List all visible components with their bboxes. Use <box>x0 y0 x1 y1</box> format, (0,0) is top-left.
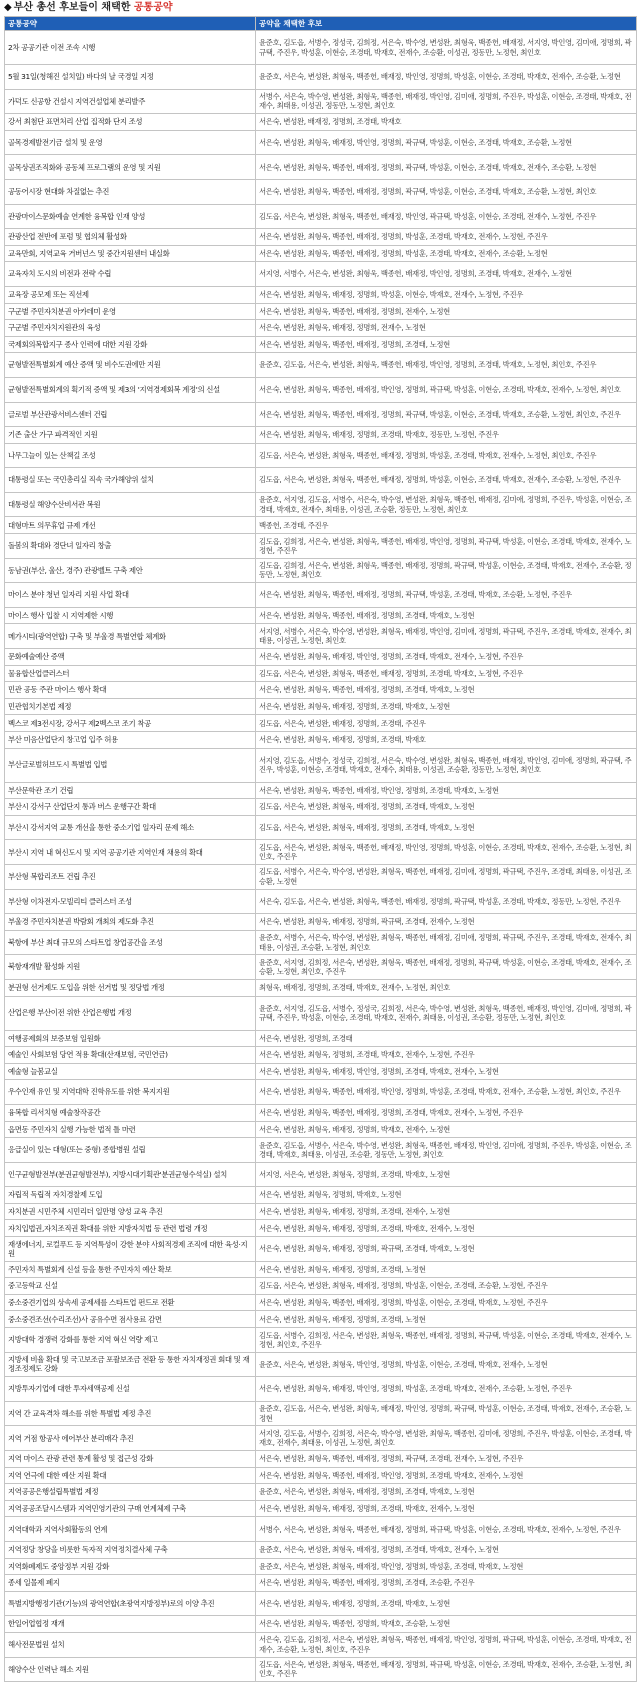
candidates-cell: 서은숙, 변성완, 최형욱, 배재정, 박인영, 정명희, 곽규택, 박성훈, 이현승, 조경태, 박재호, 조승환, 노정현 <box>256 130 637 155</box>
candidates-cell: 김도읍, 서은숙, 변성완, 최형욱, 배재정, 정명희, 조경태, 박재호, 노정현 <box>256 815 637 840</box>
candidates-cell: 서은숙, 변성완, 최형욱, 백종헌, 배재정, 정명희, 곽규택, 박성훈, 조경태, 박재호, 조승환, 노정현, 주진우 <box>256 583 637 608</box>
candidates-cell: 서은숙, 변성완, 최형욱, 백종헌, 배재정, 정명희, 조경태, 박재호, 노정현 <box>256 682 637 699</box>
candidates-cell: 윤준호, 서병수, 서은숙, 박수영, 변성완, 최형욱, 백종헌, 배재정, 김미애, 정명희, 곽규택, 주진우, 조경태, 박재호, 전재수, 최태용, 이성권, 조승환, 노정현, 최인호 <box>256 930 637 955</box>
circle-bullet-icon: ◆ <box>4 2 12 13</box>
table-row <box>5 443 637 468</box>
pledge-cell: 해양수산 인력난 해소 지원 <box>5 1657 256 1682</box>
pledge-cell: 민관협치기본법 제정 <box>5 698 256 715</box>
table-row <box>5 320 637 337</box>
title-prefix: 부산 총선 후보들이 채택한 <box>13 2 134 13</box>
pledge-cell: 예술형 늘봄교실 <box>5 1063 256 1080</box>
pledge-cell: 지역 연극에 대한 예산 지원 확대 <box>5 1467 256 1484</box>
table-row <box>5 665 637 682</box>
table-row <box>5 517 637 534</box>
table-row <box>5 1030 637 1047</box>
candidates-cell: 윤준호, 김도읍, 서병수, 서은숙, 박수영, 변성완, 최형욱, 백종헌, 배재정, 박인영, 김미애, 정명희, 주진우, 박성훈, 이현승, 조경태, 박재호, 최태용, 이성권, 조승환, 정동만, 노정현, 최인호 <box>256 1138 637 1163</box>
table-row <box>5 698 637 715</box>
pledge-cell: 예술인 사회보험 당연 적용 확대(산재보험, 국민연금) <box>5 1047 256 1064</box>
candidates-cell: 윤준호, 서은숙, 변성완, 최형욱, 배재정, 정명희, 조경태, 박재호, 노정현 <box>256 1484 637 1501</box>
candidates-cell: 서은숙, 변성완, 최형욱, 배재정, 정명희, 박재호, 전재수, 노정현 <box>256 1121 637 1138</box>
table-row <box>5 1080 637 1105</box>
candidates-cell: 서은숙, 변성완, 최형욱, 백종헌, 배재정, 정명희, 조경태, 노정현 <box>256 336 637 353</box>
candidates-cell: 김도읍, 김희정, 서은숙, 변성완, 최형욱, 백종헌, 배재정, 정명희, 곽규택, 박성훈, 이현승, 조경태, 박재호, 전재수, 조승환, 정동만, 노정현, 최인호 <box>256 558 637 583</box>
candidates-cell: 서은숙, 변성완, 최형욱, 백종헌, 배재정, 정명희, 조경태, 조승환, 주진우 <box>256 1575 637 1592</box>
candidates-cell: 서은숙, 변성완, 최형욱, 백종헌, 배재정, 박인영, 정명희, 박성훈, 조경태, 박재호, 전재수, 조승환, 노정현, 최인호, 주진우 <box>256 1080 637 1105</box>
candidates-cell: 윤준호, 김도읍, 서은숙, 변성완, 최형욱, 백종헌, 배재정, 박인영, 정명희, 조경태, 박재호, 노정현, 최인호, 주진우 <box>256 353 637 378</box>
candidates-cell: 서은숙, 변성완, 최형욱, 백종헌, 배재정, 박인영, 정명희, 조경태, 박재호, 전재수, 노정현 <box>256 1467 637 1484</box>
table-row <box>5 402 637 427</box>
candidates-cell: 서은숙, 변성완, 최형욱, 배재정, 정명희, 조경태, 노정현 <box>256 1311 637 1328</box>
table-row <box>5 262 637 287</box>
candidates-cell: 윤준호, 서지영, 김도읍, 서병수, 서은숙, 박수영, 변성완, 최형욱, 백종헌, 배재정, 김미애, 정명희, 주진우, 박성훈, 이현승, 조경태, 박재호, 전재수, 최태용, 이성권, 조승환, 정동만, 노정현, 최인호 <box>256 492 637 517</box>
pledge-cell: 주민자치 특별회계 신설 등을 통한 주민자치 예산 확보 <box>5 1261 256 1278</box>
pledge-cell: 중고등학교 신설 <box>5 1278 256 1295</box>
pledge-cell: 민관 공동 주관 마이스 행사 확대 <box>5 682 256 699</box>
pledge-cell: 지역 마이스 관광 관련 통계 활성 및 접근성 강화 <box>5 1451 256 1468</box>
table-row <box>5 1294 637 1311</box>
table-row <box>5 1467 637 1484</box>
candidates-cell: 서은숙, 변성완, 최형욱, 배재정, 정명희, 조경태, 전재수, 노정현 <box>256 1203 637 1220</box>
candidates-cell: 서은숙, 변성완, 최형욱, 백종헌, 배재정, 정명희, 곽규택, 조경태, 전재수, 노정현, 주진우 <box>256 1451 637 1468</box>
table-row <box>5 682 637 699</box>
pledge-cell: 부산글로벌허브도시 특별법 입법 <box>5 748 256 782</box>
table-row <box>5 583 637 608</box>
pledge-cell: 글로벌 부산관광서비스센터 건립 <box>5 402 256 427</box>
candidates-cell: 김도읍, 서은숙, 변성완, 최형욱, 백종헌, 배재정, 정명희, 박성훈, 조경태, 박재호, 전재수, 노정현, 최인호, 주진우 <box>256 443 637 468</box>
table-row <box>5 1484 637 1501</box>
pledge-cell: 골목경제발전기금 설치 및 운영 <box>5 130 256 155</box>
pledge-cell: 지방대학 경쟁력 강화를 통한 지역 혁신 역량 제고 <box>5 1328 256 1353</box>
table-row <box>5 427 637 444</box>
pledge-cell: 지역대학과 지역사회활동의 연계 <box>5 1517 256 1542</box>
candidates-cell: 서은숙, 변성완, 최형욱, 백종헌, 정명희, 박재호, 조승환, 노정현 <box>256 1616 637 1633</box>
table-row <box>5 1311 637 1328</box>
pledge-cell: 지역공공조달시스템과 지역민영기관의 구매 연계체제 구축 <box>5 1500 256 1517</box>
pledge-cell: 공동어시장 현대화 차질없는 추진 <box>5 179 256 204</box>
candidates-cell: 서은숙, 변성완, 최형욱, 배재정, 정명희, 조경태, 박재호, 노정현 <box>256 698 637 715</box>
pledge-cell: 문화예술예산 증액 <box>5 649 256 666</box>
table-row <box>5 1377 637 1402</box>
pledge-cell: 자치분권 시민주체 시민리더 일만명 양성 교육 추진 <box>5 1203 256 1220</box>
table-row <box>5 1162 637 1187</box>
table-row <box>5 782 637 799</box>
pledge-cell: 대통령실 해양수산비서관 복원 <box>5 492 256 517</box>
table-row <box>5 179 637 204</box>
pledge-cell: 부산형 복합리조트 건립 추진 <box>5 864 256 889</box>
title-highlight: 공통공약 <box>133 2 173 13</box>
table-row <box>5 229 637 246</box>
pledge-cell: 교육장 공모제 또는 직선제 <box>5 286 256 303</box>
candidates-cell: 김도읍, 서병수, 서은숙, 박수영, 변성완, 최형욱, 백종헌, 배재정, 김미애, 정명희, 곽규택, 주진우, 조경태, 최태용, 이성권, 조승환, 노정현 <box>256 864 637 889</box>
table-row <box>5 492 637 517</box>
candidates-cell: 백종헌, 조경태, 주진우 <box>256 517 637 534</box>
pledge-cell: 북항재개발 활성화 지원 <box>5 955 256 980</box>
table-row <box>5 930 637 955</box>
table-row <box>5 1237 637 1262</box>
candidates-cell: 서은숙, 김도읍, 김희정, 서은숙, 변성완, 최형욱, 백종헌, 배재정, 박인영, 정명희, 곽규택, 박성훈, 이현승, 조경태, 박재호, 전재수, 조승환, 노정현, 최인호, 주진우 <box>256 1632 637 1657</box>
candidates-cell: 서은숙, 변성완, 정명희, 조경태 <box>256 1030 637 1047</box>
candidates-cell: 윤준호, 서지영, 김도읍, 서병수, 정성국, 김희정, 서은숙, 박수영, 변성완, 최형욱, 백종헌, 배재정, 박인영, 김미애, 정명희, 곽규택, 주진우, 박성훈, 이현승, 조경태, 박재호, 전재수, 최태용, 이성권, 조승환, 정동만, 노정현, 최인호 <box>256 996 637 1030</box>
table-row <box>5 607 637 624</box>
candidates-cell: 윤준호, 서은숙, 변성완, 최형욱, 배재정, 박인영, 정명희, 박성훈, 조경태, 박재호, 노정현 <box>256 1558 637 1575</box>
pledge-cell: 지역화폐제도 중앙정부 지원 강화 <box>5 1558 256 1575</box>
candidates-cell: 서지영, 김도읍, 서병수, 정성국, 김희정, 서은숙, 박수영, 변성완, 최형욱, 백종헌, 배재정, 박인영, 김미애, 정명희, 곽규택, 주진우, 박성훈, 이현승, 조경태, 박재호, 전재수, 최태용, 이성권, 조승환, 정동만, 노정현, 최인호 <box>256 748 637 782</box>
candidates-cell: 김도읍, 서은숙, 변성완, 배재정, 정명희, 조경태, 주진우 <box>256 715 637 732</box>
candidates-cell: 김도읍, 서은숙, 변성완, 최형욱, 배재정, 정명희, 박성훈, 이현승, 조경태, 조승환, 노정현, 주진우 <box>256 1278 637 1295</box>
pledge-cell: 관광산업 전반에 포럼 및 협의체 활성화 <box>5 229 256 246</box>
table-row <box>5 715 637 732</box>
table-row <box>5 1657 637 1682</box>
candidates-cell: 서은숙, 변성완, 최형욱, 백종헌, 배재정, 정명희, 곽규택, 박성훈, 이현승, 조경태, 박재호, 전재수, 조승환, 노정현 <box>256 155 637 180</box>
candidates-cell: 서은숙, 변성완, 최형욱, 정명희, 박재호, 노정현 <box>256 1187 637 1204</box>
table-row <box>5 649 637 666</box>
candidates-cell: 김도읍, 서은숙, 변성완, 최형욱, 백종헌, 배재정, 정명희, 박성훈, 이현승, 조경태, 박재호, 전재수, 조승환, 노정현, 주진우 <box>256 468 637 493</box>
pledge-cell: 물융합산업클러스터 <box>5 665 256 682</box>
candidates-cell: 서은숙, 변성완, 최형욱, 백종헌, 배재정, 정명희, 박성훈, 조경태, 박재호, 전재수, 노정현, 주진우 <box>256 229 637 246</box>
pledge-cell: 우수인재 유인 및 지역대학 진학유도를 위한 복지지원 <box>5 1080 256 1105</box>
pledge-cell: 중소중견기업의 상속세 공제세를 스타트업 펀드로 전환 <box>5 1294 256 1311</box>
candidates-cell: 윤준호, 서지영, 김희정, 서은숙, 변성완, 최형욱, 백종헌, 배재정, 정명희, 곽규택, 박성훈, 이현승, 조경태, 박재호, 전재수, 조승환, 노정현, 최인호, 주진우 <box>256 955 637 980</box>
candidates-cell: 윤준호, 김도읍, 서은숙, 변성완, 최형욱, 배재정, 박인영, 정명희, 곽규택, 박성훈, 이현승, 조경태, 박재호, 전재수, 조승환, 노정현 <box>256 1401 637 1426</box>
pledge-cell: 융복합 리서치형 예술창작공간 <box>5 1104 256 1121</box>
candidates-cell: 김도읍, 서병수, 김희정, 서은숙, 변성완, 최형욱, 백종헌, 배재정, 정명희, 곽규택, 박성훈, 이현승, 조경태, 박재호, 전재수, 노정현, 최인호, 주진우 <box>256 1328 637 1353</box>
table-row <box>5 1575 637 1592</box>
pledge-cell: 지방투자기업에 대한 투자세액공제 신설 <box>5 1377 256 1402</box>
page-title <box>0 0 640 16</box>
table-row <box>5 65 637 90</box>
table-row <box>5 336 637 353</box>
pledge-cell: 한일어업협정 재개 <box>5 1616 256 1633</box>
pledge-cell: 돌봄의 확대와 경단녀 일자리 창출 <box>5 534 256 559</box>
table-row <box>5 468 637 493</box>
table-body <box>5 31 637 1682</box>
table-row <box>5 732 637 749</box>
pledge-cell: 부산시 강서지역 교통 개선을 통한 중소기업 일자리 문제 해소 <box>5 815 256 840</box>
pledge-cell: 교육자치 도시의 비전과 전략 수립 <box>5 262 256 287</box>
pledge-cell: 부산시 강서구 산업단지 통과 버스 운행구간 확대 <box>5 799 256 816</box>
table-row <box>5 1517 637 1542</box>
table-row <box>5 1500 637 1517</box>
table-row <box>5 1541 637 1558</box>
pledge-table <box>4 16 637 1682</box>
pledge-cell: 지역 간 교육격차 해소를 위한 특별법 제정 추진 <box>5 1401 256 1426</box>
table-row <box>5 1063 637 1080</box>
candidates-cell: 서지영, 김도읍, 서병수, 김희정, 서은숙, 박수영, 변성완, 최형욱, 백종헌, 김미애, 정명희, 주진우, 박성훈, 이현승, 조경태, 박재호, 전재수, 최태용, 이성권, 노정현, 최인호 <box>256 1426 637 1451</box>
table-row <box>5 1352 637 1377</box>
table-row <box>5 534 637 559</box>
pledge-cell: 특별지방행정기관(기능)의 광역연합(초광역지방정부)로의 이양 추진 <box>5 1591 256 1616</box>
table-row <box>5 245 637 262</box>
table-row <box>5 89 637 114</box>
table-row <box>5 155 637 180</box>
table-row <box>5 1203 637 1220</box>
table-row <box>5 286 637 303</box>
pledge-cell: 응급실이 있는 대형(또는 중형) 종합병원 설립 <box>5 1138 256 1163</box>
table-row <box>5 1278 637 1295</box>
pledge-cell: 지역 거점 항공사 에어부산 분리매각 추진 <box>5 1426 256 1451</box>
pledge-cell: 지역공공은행설립특별법 제정 <box>5 1484 256 1501</box>
pledge-cell: 여행공제회의 보증보험 일원화 <box>5 1030 256 1047</box>
pledge-cell: 동남권(부산, 울산, 경주) 관광벨트 구축 제안 <box>5 558 256 583</box>
candidates-cell: 서은숙, 변성완, 최형욱, 배재정, 정명희, 조경태, 노정현 <box>256 1261 637 1278</box>
pledge-cell: 강서 최첨단 표면처리 산업 집적화 단지 조성 <box>5 114 256 131</box>
table-row <box>5 799 637 816</box>
table-row <box>5 130 637 155</box>
pledge-cell: 북항에 부산 최대 규모의 스타트업 창업공간을 조성 <box>5 930 256 955</box>
table-row <box>5 114 637 131</box>
pledge-cell: 5월 31일(청해진 설치일) 바다의 날 국경일 지정 <box>5 65 256 90</box>
candidates-cell: 서은숙, 변성완, 최형욱, 배재정, 정명희, 조경태, 박재호, 노정현 <box>256 1591 637 1616</box>
candidates-cell: 서은숙, 변성완, 최형욱, 백종헌, 배재정, 정명희, 박성훈, 이현승, 조경태, 박재호, 노정현, 주진우 <box>256 1294 637 1311</box>
table-row <box>5 303 637 320</box>
pledge-cell: 구군별 주민자치지원관의 육성 <box>5 320 256 337</box>
table-row <box>5 204 637 229</box>
pledge-cell: 국제회의복합지구 종사 인력에 대한 지원 강화 <box>5 336 256 353</box>
candidates-cell: 서은숙, 변성완, 최형욱, 배재정, 정명희, 조경태, 박재호, 전재수, 노정현 <box>256 1220 637 1237</box>
table-row <box>5 353 637 378</box>
pledge-cell: 자치입법권,자치조직권 확대를 위한 지방자치법 등 관련 법령 개정 <box>5 1220 256 1237</box>
pledge-cell: 관광마이스문화예술 연계한 융복합 인재 양성 <box>5 204 256 229</box>
candidates-cell: 서은숙, 변성완, 최형욱, 백종헌, 배재정, 정명희, 전재수, 노정현 <box>256 303 637 320</box>
candidates-cell: 김도읍, 서은숙, 변성완, 최형욱, 백종헌, 배재정, 박인영, 곽규택, 박성훈, 이현승, 조경태, 전재수, 노정현, 주진우 <box>256 204 637 229</box>
pledge-cell: 골목상권조직화와 공동체 프로그램의 운영 및 지원 <box>5 155 256 180</box>
candidates-cell: 서은숙, 김도읍, 서은숙, 변성완, 최형욱, 백종헌, 배재정, 정명희, 곽규택, 박성훈, 조경태, 박재호, 정동만, 노정현, 주진우 <box>256 889 637 914</box>
table-row <box>5 1426 637 1451</box>
candidates-cell: 서은숙, 변성완, 최형욱, 배재정, 박인영, 정명희, 조경태, 박재호, 전재수, 노정현, 주진우 <box>256 649 637 666</box>
candidates-cell: 서지영, 서병수, 서은숙, 박수영, 변성완, 최형욱, 배재정, 박인영, 김미애, 정명희, 곽규택, 주진우, 조경태, 박재호, 전재수, 최태용, 이성권, 노정현, 최인호 <box>256 624 637 649</box>
candidates-cell: 서은숙, 변성완, 최형욱, 배재정, 박인영, 정명희, 조경태, 박재호, 전재수, 노정현 <box>256 1063 637 1080</box>
pledge-cell: 부산 미음산업단지 창고업 입주 허용 <box>5 732 256 749</box>
candidates-cell: 서은숙, 변성완, 최형욱, 백종헌, 배재정, 정명희, 박성훈, 조경태, 박재호, 전재수, 조승환, 노정현 <box>256 245 637 262</box>
candidates-cell: 서병수, 서은숙, 변성완, 최형욱, 백종헌, 배재정, 정명희, 곽규택, 박성훈, 이현승, 조경태, 박재호, 전재수, 노정현, 주진우 <box>256 1517 637 1542</box>
table-row <box>5 1591 637 1616</box>
table-header-row <box>5 17 637 31</box>
candidates-cell: 서은숙, 변성완, 배재정, 정명희, 조경태, 박재호 <box>256 114 637 131</box>
table-row <box>5 840 637 865</box>
candidates-cell: 서지영, 서은숙, 변성완, 최형욱, 정명희, 조경태, 박재호, 노정현 <box>256 1162 637 1187</box>
pledge-cell: 균형발전특별회계의 획기적 증액 및 제3의 '지역경제회복 계정'의 신설 <box>5 377 256 402</box>
candidates-cell: 김도읍, 서은숙, 변성완, 최형욱, 백종헌, 배재정, 정명희, 조경태, 박재호, 노정현, 주진우 <box>256 665 637 682</box>
candidates-cell: 윤준호, 김도읍, 서병수, 정성국, 김희정, 서은숙, 박수영, 변성완, 최형욱, 백종헌, 배재정, 서지영, 박인영, 김미애, 정명희, 곽규택, 주진우, 박성훈, 이현승, 조경태, 박재호, 전재수, 조승환, 이성권, 정동만, 노정현, 최인호 <box>256 31 637 65</box>
pledge-cell: 교육만회, 지역교육 거버넌스 및 중간지원센터 내실화 <box>5 245 256 262</box>
table-row <box>5 1616 637 1633</box>
candidates-cell: 윤준호, 서은숙, 변성완, 최형욱, 배재정, 정명희, 조경태, 박재호, 전재수, 노정현 <box>256 1541 637 1558</box>
candidates-cell: 서은숙, 변성완, 최형욱, 정명희, 조경태, 박재호, 전재수, 노정현, 주진우 <box>256 1047 637 1064</box>
candidates-cell: 서은숙, 변성완, 최형욱, 백종헌, 배재정, 정명희, 조경태, 박재호, 노정현 <box>256 607 637 624</box>
header-candidates: 공약을 채택한 후보 <box>256 17 637 31</box>
candidates-cell: 김도읍, 서은숙, 변성완, 최형욱, 백종헌, 배재정, 정명희, 곽규택, 박성훈, 이현승, 조경태, 박재호, 전재수, 조승환, 노정현, 최인호, 주진우 <box>256 1657 637 1682</box>
table-row <box>5 864 637 889</box>
pledge-cell: 부산문학관 조기 건립 <box>5 782 256 799</box>
pledge-cell: 인구균형발전부(분권균형발전부), 지방시대기획관'분권균형수석실) 설치 <box>5 1162 256 1187</box>
pledge-cell: 부울경 주민자치분권 박람회 개최의 제도화 추진 <box>5 914 256 931</box>
table-row <box>5 377 637 402</box>
candidates-cell: 서은숙, 변성완, 최형욱, 백종헌, 배재정, 정명희, 조경태, 박재호, 전재수, 노정현, 주진우 <box>256 1104 637 1121</box>
pledge-cell: 자립적 독립적 자치경찰제 도입 <box>5 1187 256 1204</box>
candidates-cell: 윤준호, 서은숙, 변성완, 최형욱, 백종헌, 배재정, 박인영, 정명희, 박성훈, 이현승, 조경태, 박재호, 전재수, 조승환, 노정현 <box>256 65 637 90</box>
pledge-cell: 지방세 비율 확대 및 국고보조금 포괄보조금 전환 등 통한 자치재정권 회대 및 재정조정제도 강화 <box>5 1352 256 1377</box>
table-row <box>5 1121 637 1138</box>
table-row <box>5 558 637 583</box>
pledge-cell: 구군별 주민자치분권 아카데미 운영 <box>5 303 256 320</box>
pledge-cell: 해사전문법원 설치 <box>5 1632 256 1657</box>
table-row <box>5 815 637 840</box>
table-row <box>5 1328 637 1353</box>
candidates-cell: 서병수, 서은숙, 박수영, 변성완, 최형욱, 백종헌, 배재정, 박인영, 김미애, 정명희, 주진우, 박성훈, 이현승, 조경태, 박재호, 전재수, 최태용, 이성권, 정동만, 노정현, 최인호 <box>256 89 637 114</box>
pledge-cell: 기존 출산 가구 파격적인 지원 <box>5 427 256 444</box>
table-row <box>5 1220 637 1237</box>
header-pledge: 공통공약 <box>5 17 256 31</box>
pledge-cell: 대형마트 의무휴업 규제 개선 <box>5 517 256 534</box>
candidates-cell: 김도읍, 김희정, 서은숙, 변성완, 최형욱, 백종헌, 배재정, 박인영, 정명희, 곽규택, 박성훈, 이현승, 조경태, 박재호, 전재수, 노정현, 주진우 <box>256 534 637 559</box>
pledge-cell: 나무그늘이 있는 산책길 조성 <box>5 443 256 468</box>
table-row <box>5 748 637 782</box>
pledge-cell: 2차 공공기관 이전 조속 시행 <box>5 31 256 65</box>
candidates-cell: 서은숙, 변성완, 최형욱, 배재정, 정명희, 조경태, 박재호, 정동만, 노정현, 주진우 <box>256 427 637 444</box>
candidates-cell: 서은숙, 변성완, 최형욱, 배재정, 정명희, 곽규택, 조경태, 전재수, 노정현 <box>256 914 637 931</box>
candidates-cell: 서은숙, 변성완, 최형욱, 배재정, 정명희, 조경태, 박재호 <box>256 732 637 749</box>
candidates-cell: 서은숙, 변성완, 최형욱, 백종헌, 배재정, 박인영, 정명희, 조경태, 박재호, 노정현 <box>256 782 637 799</box>
candidates-cell: 김도읍, 서은숙, 변성완, 최형욱, 배재정, 정명희, 조경태, 박재호, 노정현 <box>256 799 637 816</box>
table-row <box>5 979 637 996</box>
pledge-cell: 벡스코 제3전시장, 강서구 제2벡스코 조기 착공 <box>5 715 256 732</box>
table-row <box>5 1047 637 1064</box>
pledge-cell: 메가시티(광역연합) 구축 및 부울경 특별연합 체계화 <box>5 624 256 649</box>
table-row <box>5 1401 637 1426</box>
pledge-cell: 마이스 행사 입찰 시 지역제한 시행 <box>5 607 256 624</box>
table-row <box>5 996 637 1030</box>
pledge-cell: 균형발전특별회계 예산 증액 및 비수도권에만 지원 <box>5 353 256 378</box>
candidates-cell: 최형욱, 배재정, 정명희, 조경태, 박재호, 전재수, 노정현, 최인호 <box>256 979 637 996</box>
pledge-cell: 지역정당 창당을 비롯한 독자적 지역정치결사체 구축 <box>5 1541 256 1558</box>
pledge-cell: 분권형 선거제도 도입을 위한 선거법 및 정당법 개정 <box>5 979 256 996</box>
table-row <box>5 1261 637 1278</box>
pledge-cell: 가덕도 신공항 건설시 지역건설업체 분리발주 <box>5 89 256 114</box>
candidates-cell: 서지영, 서병수, 서은숙, 변성완, 최형욱, 백종헌, 배재정, 박인영, 정명희, 조경태, 박재호, 전재수, 노정현 <box>256 262 637 287</box>
pledge-cell: 대통령실 또는 국민총리실 직속 국가해양위 설치 <box>5 468 256 493</box>
pledge-cell: 산업은행 부산이전 위한 산업은행법 개정 <box>5 996 256 1030</box>
pledge-cell: 읍면동 주민자치 실행 가능한 법적 틀 마련 <box>5 1121 256 1138</box>
candidates-cell: 서은숙, 변성완, 최형욱, 배재정, 정명희, 박성훈, 이현승, 박재호, 전재수, 노정현, 주진우 <box>256 286 637 303</box>
candidates-cell: 서은숙, 변성완, 최형욱, 배재정, 정명희, 전재수, 노정현 <box>256 320 637 337</box>
pledge-cell: 종세 일몰제 폐지 <box>5 1575 256 1592</box>
table-row <box>5 1138 637 1163</box>
candidates-cell: 서은숙, 변성완, 최형욱, 배재정, 정명희, 조경태, 박재호, 전재수, 노정현 <box>256 1500 637 1517</box>
table-row <box>5 889 637 914</box>
pledge-cell: 부산시 지역 내 혁신도시 및 지역 공공기관 지역인재 채용의 확대 <box>5 840 256 865</box>
table-row <box>5 1187 637 1204</box>
candidates-cell: 서은숙, 변성완, 최형욱, 백종헌, 배재정, 정명희, 곽규택, 박성훈, 이현승, 조경태, 박재호, 조승환, 노정현, 최인호 <box>256 179 637 204</box>
candidates-cell: 서은숙, 변성완, 최형욱, 배재정, 박인영, 정명희, 박성훈, 조경태, 박재호, 전재수, 조승환, 노정현, 주진우 <box>256 1377 637 1402</box>
table-row <box>5 31 637 65</box>
candidates-cell: 서은숙, 변성완, 최형욱, 백종헌, 배재정, 정명희, 곽규택, 박성훈, 이현승, 조경태, 박재호, 조승환, 노정현, 최인호, 주진우 <box>256 402 637 427</box>
table-row <box>5 1451 637 1468</box>
pledge-cell: 부산형 이차전지-모빌리티 클러스터 조성 <box>5 889 256 914</box>
table-row <box>5 955 637 980</box>
candidates-cell: 서은숙, 변성완, 최형욱, 백종헌, 배재정, 박인영, 정명희, 곽규택, 박성훈, 이현승, 조경태, 박재호, 전재수, 노정현, 최인호 <box>256 377 637 402</box>
candidates-cell: 김도읍, 서은숙, 변성완, 최형욱, 백종헌, 배재정, 박인영, 정명희, 박성훈, 이현승, 조경태, 박재호, 전재수, 조승환, 노정현, 최인호, 주진우 <box>256 840 637 865</box>
table-row <box>5 1104 637 1121</box>
table-row <box>5 1632 637 1657</box>
table-row <box>5 914 637 931</box>
pledge-cell: 재생에너지, 로컬푸드 등 지역특성이 강한 분야 사회적경제 조직에 대한 육성·지원 <box>5 1237 256 1262</box>
table-row <box>5 624 637 649</box>
pledge-cell: 중소중견조선(수리조선)사 공유수면 점사용료 감면 <box>5 1311 256 1328</box>
pledge-cell: 마이스 분야 청년 일자리 지원 사업 확대 <box>5 583 256 608</box>
candidates-cell: 윤준호, 서은숙, 변성완, 최형욱, 박인영, 정명희, 박성훈, 이현승, 조경태, 박재호, 전재수, 노정현 <box>256 1352 637 1377</box>
table-row <box>5 1558 637 1575</box>
candidates-cell: 서은숙, 변성완, 최형욱, 배재정, 정명희, 곽규택, 조경태, 박재호, 노정현 <box>256 1237 637 1262</box>
